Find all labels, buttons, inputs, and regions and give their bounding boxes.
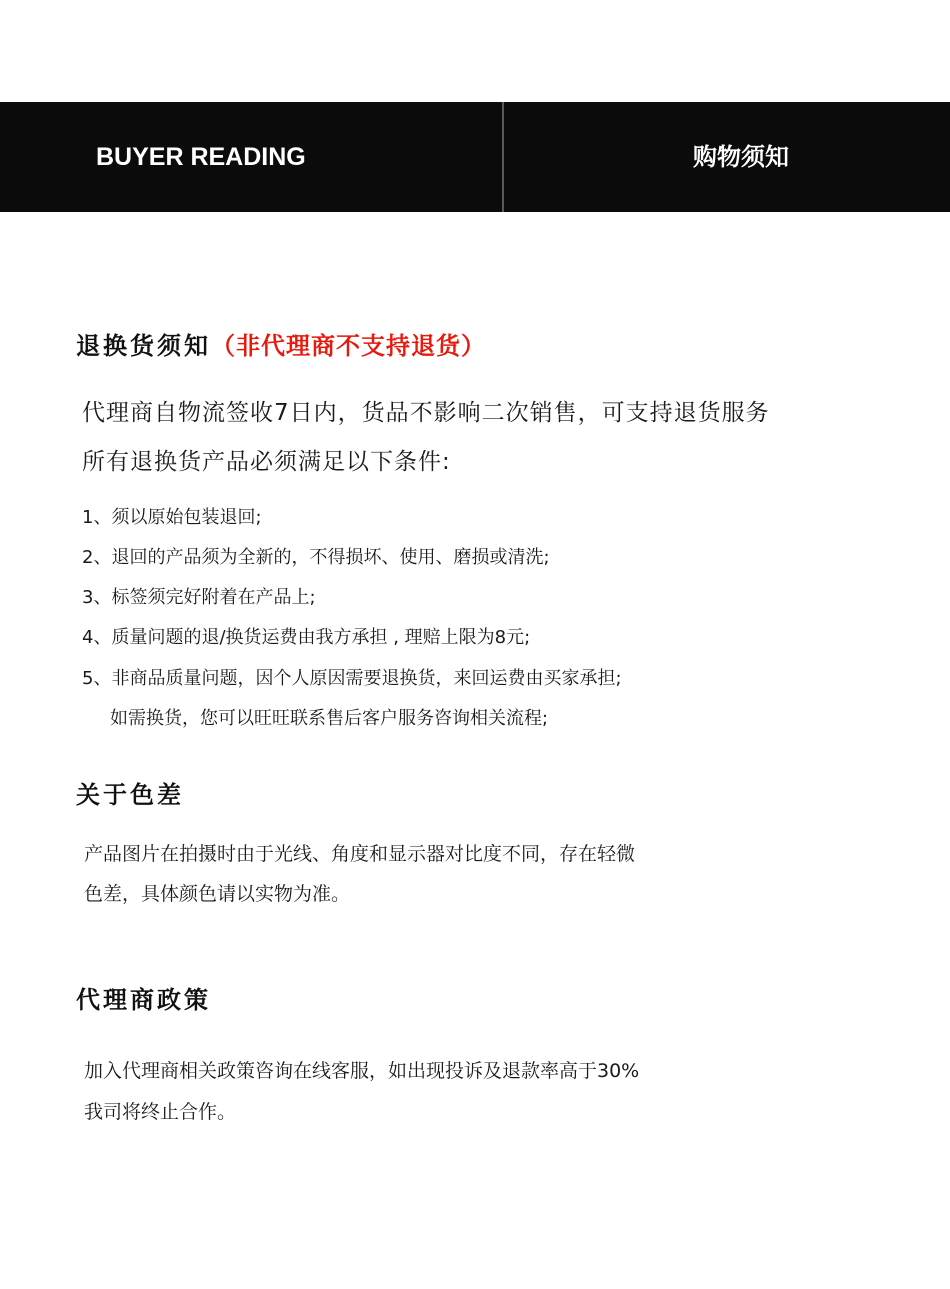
returns-condition-item: 5、非商品质量问题，因个人原因需要退换货，来回运费由买家承担; bbox=[82, 668, 622, 689]
agent-policy-section-title: 代理商政策 bbox=[76, 986, 211, 1014]
color-diff-section-title: 关于色差 bbox=[76, 781, 184, 809]
returns-lead-line-2: 所有退换货产品必须满足以下条件: bbox=[82, 449, 451, 475]
returns-title-note: （非代理商不支持退货） bbox=[211, 332, 486, 360]
banner-english-title: BUYER READING bbox=[96, 143, 306, 171]
returns-section-title bbox=[76, 326, 486, 361]
returns-condition-item: 如需换货，您可以旺旺联系售后客户服务咨询相关流程; bbox=[110, 708, 549, 729]
header-banner bbox=[0, 102, 950, 212]
banner-divider bbox=[502, 102, 504, 212]
returns-condition-item: 2、退回的产品须为全新的，不得损坏、使用、磨损或清洗; bbox=[82, 547, 550, 568]
returns-condition-item: 3、标签须完好附着在产品上; bbox=[82, 587, 316, 608]
returns-title: 退换货须知 bbox=[76, 332, 211, 360]
returns-condition-item: 1、须以原始包装退回; bbox=[82, 507, 262, 528]
returns-lead-line-1: 代理商自物流签收7日内，货品不影响二次销售，可支持退货服务 bbox=[82, 400, 770, 426]
banner-chinese-title: 购物须知 bbox=[693, 143, 789, 171]
agent-policy-line-1: 加入代理商相关政策咨询在线客服，如出现投诉及退款率高于30% bbox=[84, 1060, 640, 1082]
agent-policy-line-2: 我司将终止合作。 bbox=[84, 1101, 237, 1123]
color-diff-line-2: 色差，具体颜色请以实物为准。 bbox=[84, 883, 351, 905]
color-diff-line-1: 产品图片在拍摄时由于光线、角度和显示器对比度不同，存在轻微 bbox=[84, 843, 636, 865]
returns-condition-item: 4、质量问题的退/换货运费由我方承担 , 理赔上限为8元; bbox=[82, 627, 531, 648]
